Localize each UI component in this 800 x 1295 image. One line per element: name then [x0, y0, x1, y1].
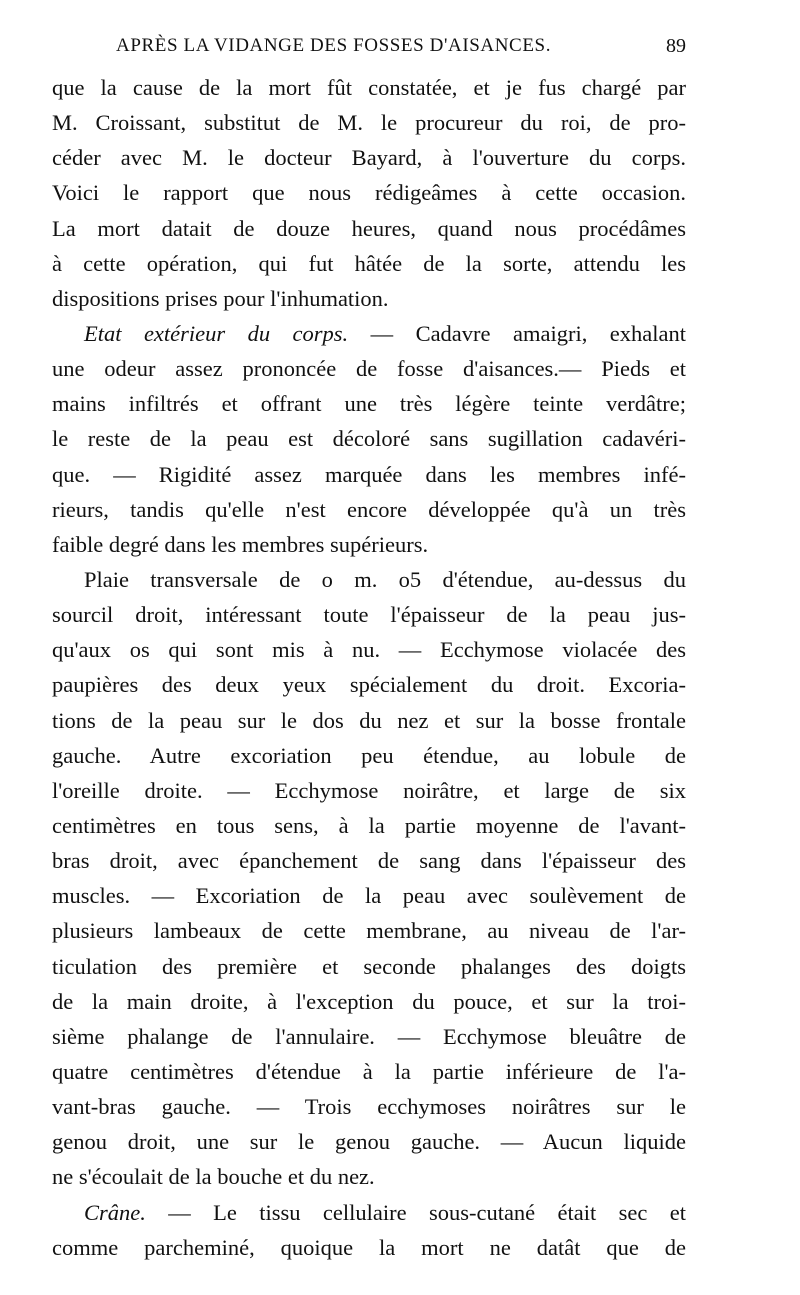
text-line [52, 632, 686, 667]
running-head [116, 35, 686, 65]
text-line [52, 949, 686, 984]
text-line [52, 1159, 686, 1194]
text-line [52, 316, 686, 351]
line-text: plusieurs lambeaux de cette membrane, au niveau de l'ar- [52, 918, 686, 944]
text-line [52, 211, 686, 246]
line-text: — Cadavre amaigri, exhalant [348, 320, 686, 346]
line-text: l'oreille droite. — Ecchymose noirâtre, et large de six [52, 777, 686, 803]
line-text: La mort datait de douze heures, quand nous procédâmes [52, 215, 686, 241]
line-text: centimètres en tous sens, à la partie moyenne de l'avant- [52, 812, 686, 838]
page-number: 89 [666, 35, 686, 57]
line-text: tions de la peau sur le dos du nez et sur la bosse frontale [52, 707, 686, 733]
text-line [52, 351, 686, 386]
section-heading: Etat extérieur du corps. [84, 320, 349, 346]
text-line [52, 492, 686, 527]
line-text: — Le tissu cellulaire sous-cutané était sec et [145, 1199, 686, 1225]
line-text: rieurs, tandis qu'elle n'est encore développée qu'à un très [52, 496, 686, 522]
line-text: Plaie transversale de o m. o5 d'étendue, au-dessus du [84, 566, 686, 592]
line-text: faible degré dans les membres supérieurs. [52, 531, 429, 557]
line-text: de la main droite, à l'exception du pouce, et sur la troi- [52, 988, 686, 1014]
text-line [52, 984, 686, 1019]
line-text: que. — Rigidité assez marquée dans les membres infé- [52, 461, 686, 487]
text-line [52, 1230, 686, 1265]
text-line [52, 738, 686, 773]
body-text [52, 70, 686, 1265]
text-line [52, 1089, 686, 1124]
line-text: sourcil droit, intéressant toute l'épaisseur de la peau jus- [52, 602, 686, 628]
line-text: céder avec M. le docteur Bayard, à l'ouverture du corps. [52, 145, 686, 171]
running-head-title: APRÈS LA VIDANGE DES FOSSES D'AISANCES. [116, 35, 552, 56]
text-line [52, 105, 686, 140]
line-text: mains infiltrés et offrant une très légère teinte verdâtre; [52, 391, 686, 417]
line-text: paupières des deux yeux spécialement du droit. Excoria- [52, 672, 686, 698]
text-line [52, 457, 686, 492]
text-line [52, 527, 686, 562]
text-line [52, 281, 686, 316]
text-line [52, 421, 686, 456]
line-text: M. Croissant, substitut de M. le procureur du roi, de pro- [52, 110, 686, 136]
line-text: bras droit, avec épanchement de sang dans l'épaisseur des [52, 848, 686, 874]
text-line [52, 140, 686, 175]
text-line [52, 843, 686, 878]
text-line [52, 878, 686, 913]
line-text: qu'aux os qui sont mis à nu. — Ecchymose violacée des [52, 637, 686, 663]
text-line [52, 175, 686, 210]
text-line [52, 1019, 686, 1054]
line-text: à cette opération, qui fut hâtée de la sorte, attendu les [52, 250, 686, 276]
line-text: gauche. Autre excoriation peu étendue, au lobule de [52, 742, 686, 768]
line-text: une odeur assez prononcée de fosse d'aisances.— Pieds et [52, 356, 686, 382]
text-line [52, 70, 686, 105]
line-text: ne s'écoulait de la bouche et du nez. [52, 1164, 375, 1190]
section-heading: Crâne. [84, 1199, 146, 1225]
text-line [52, 667, 686, 702]
text-line [52, 386, 686, 421]
text-line [52, 1195, 686, 1230]
text-line [52, 562, 686, 597]
line-text: sième phalange de l'annulaire. — Ecchymose bleuâtre de [52, 1023, 686, 1049]
line-text: vant-bras gauche. — Trois ecchymoses noirâtres sur le [52, 1094, 686, 1120]
text-line [52, 597, 686, 632]
line-text: Voici le rapport que nous rédigeâmes à cette occasion. [52, 180, 686, 206]
line-text: muscles. — Excoriation de la peau avec soulèvement de [52, 883, 686, 909]
text-line [52, 1124, 686, 1159]
text-line [52, 703, 686, 738]
line-text: que la cause de la mort fût constatée, et je fus chargé par [52, 75, 686, 100]
line-text: comme parcheminé, quoique la mort ne datât que de [52, 1234, 686, 1260]
line-text: genou droit, une sur le genou gauche. — Aucun liquide [52, 1129, 686, 1155]
line-text: dispositions prises pour l'inhumation. [52, 285, 389, 311]
line-text: quatre centimètres d'étendue à la partie inférieure de l'a- [52, 1058, 686, 1084]
text-line [52, 913, 686, 948]
text-line [52, 246, 686, 281]
text-line [52, 773, 686, 808]
line-text: le reste de la peau est décoloré sans sugillation cadavéri- [52, 426, 686, 452]
text-line [52, 808, 686, 843]
line-text: ticulation des première et seconde phalanges des doigts [52, 953, 686, 979]
text-line [52, 1054, 686, 1089]
